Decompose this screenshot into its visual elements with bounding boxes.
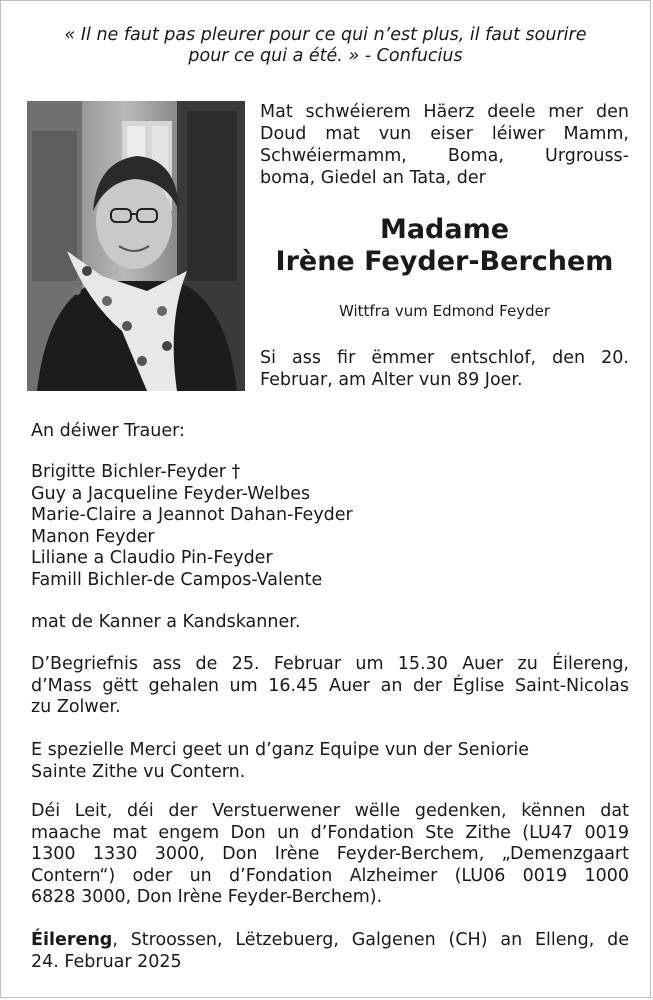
- mourners-list: [31, 462, 629, 591]
- donation-line-5: 6828 3000, Don Irène Feyder-Berchem).: [31, 887, 383, 907]
- donation-line-4: Contern“) oder un d’Fondation Alzheimer (LU06 0019 1000: [31, 865, 629, 886]
- grandchildren-line: mat de Kanner a Kandskanner.: [31, 612, 301, 632]
- funeral-line-3: zu Zolwer.: [31, 697, 121, 717]
- thanks-paragraph: [31, 740, 629, 783]
- closing-line-1-rest: , Stroossen, Lëtzebuerg, Galgenen (CH) an Elleng, de: [112, 930, 629, 950]
- mourner: Manon Feyder: [31, 526, 155, 547]
- donation-line-1: Déi Leit, déi der Verstuerwener wëlle gedenken, kënnen dat: [31, 801, 629, 821]
- closing-place: Éilereng: [31, 930, 113, 950]
- deceased-title: Madame: [379, 214, 510, 245]
- announcement-intro: [260, 101, 629, 189]
- funeral-line-2: d’Mass gëtt gehalen um 16.45 Auer an der Église Saint-Nicolas: [31, 675, 629, 696]
- mourner: Brigitte Bichler-Feyder †: [31, 462, 241, 482]
- mourner: Marie-Claire a Jeannot Dahan-Feyder: [31, 505, 353, 525]
- intro-line: boma, Giedel an Tata, der: [260, 168, 486, 188]
- intro-line: Mat schwéierem Häerz deele mer den: [260, 102, 629, 122]
- quote-line-2: pour ce qui a été. » - Confucius: [188, 46, 463, 66]
- death-line-1: Si ass fir ëmmer entschlof, den 20.: [260, 348, 629, 368]
- intro-line: Schwéiermamm, Boma, Urgrouss-: [260, 146, 629, 166]
- portrait-illustration: [27, 101, 245, 391]
- death-notice: [260, 347, 629, 391]
- quote-line-1: « Il ne faut pas pleurer pour ce qui n’est plus, il faut sourire: [64, 25, 587, 45]
- closing-line-1: [31, 930, 629, 952]
- closing-paragraph: [31, 930, 629, 973]
- widow-of: Wittfra vum Edmond Feyder: [338, 302, 551, 320]
- donation-line-3: 1300 1330 3000, Don Irène Feyder-Berchem, „Demenzgaart: [31, 844, 629, 864]
- death-line-2: Februar, am Alter vun 89 Joer.: [260, 370, 523, 390]
- mourning-intro: An déiwer Trauer:: [31, 421, 185, 441]
- donation-paragraph: [31, 801, 629, 909]
- funeral-line-1: D’Begriefnis ass de 25. Februar um 15.30 Auer zu Éilereng,: [31, 654, 629, 674]
- thanks-line-1: E spezielle Merci geet un d’ganz Equipe vun der Seniorie: [31, 740, 530, 760]
- donation-line-2: maache mat engem Don un d’Fondation Ste Zithe (LU47 0019: [31, 822, 629, 843]
- deceased-name: Irène Feyder-Berchem: [275, 246, 614, 277]
- thanks-line-2: Sainte Zithe vu Contern.: [31, 761, 246, 782]
- closing-date: 24. Februar 2025: [31, 951, 182, 972]
- portrait-photo: [27, 101, 245, 391]
- mourner: Guy a Jacqueline Feyder-Welbes: [31, 483, 311, 504]
- funeral-paragraph: [31, 654, 629, 719]
- mourner: Famill Bichler-de Campos-Valente: [31, 569, 323, 590]
- mourner: Liliane a Claudio Pin-Feyder: [31, 548, 273, 568]
- deceased-name-block: [260, 214, 629, 278]
- confucius-quote: [21, 25, 630, 67]
- intro-line: Doud mat vun eiser léiwer Mamm,: [260, 124, 629, 144]
